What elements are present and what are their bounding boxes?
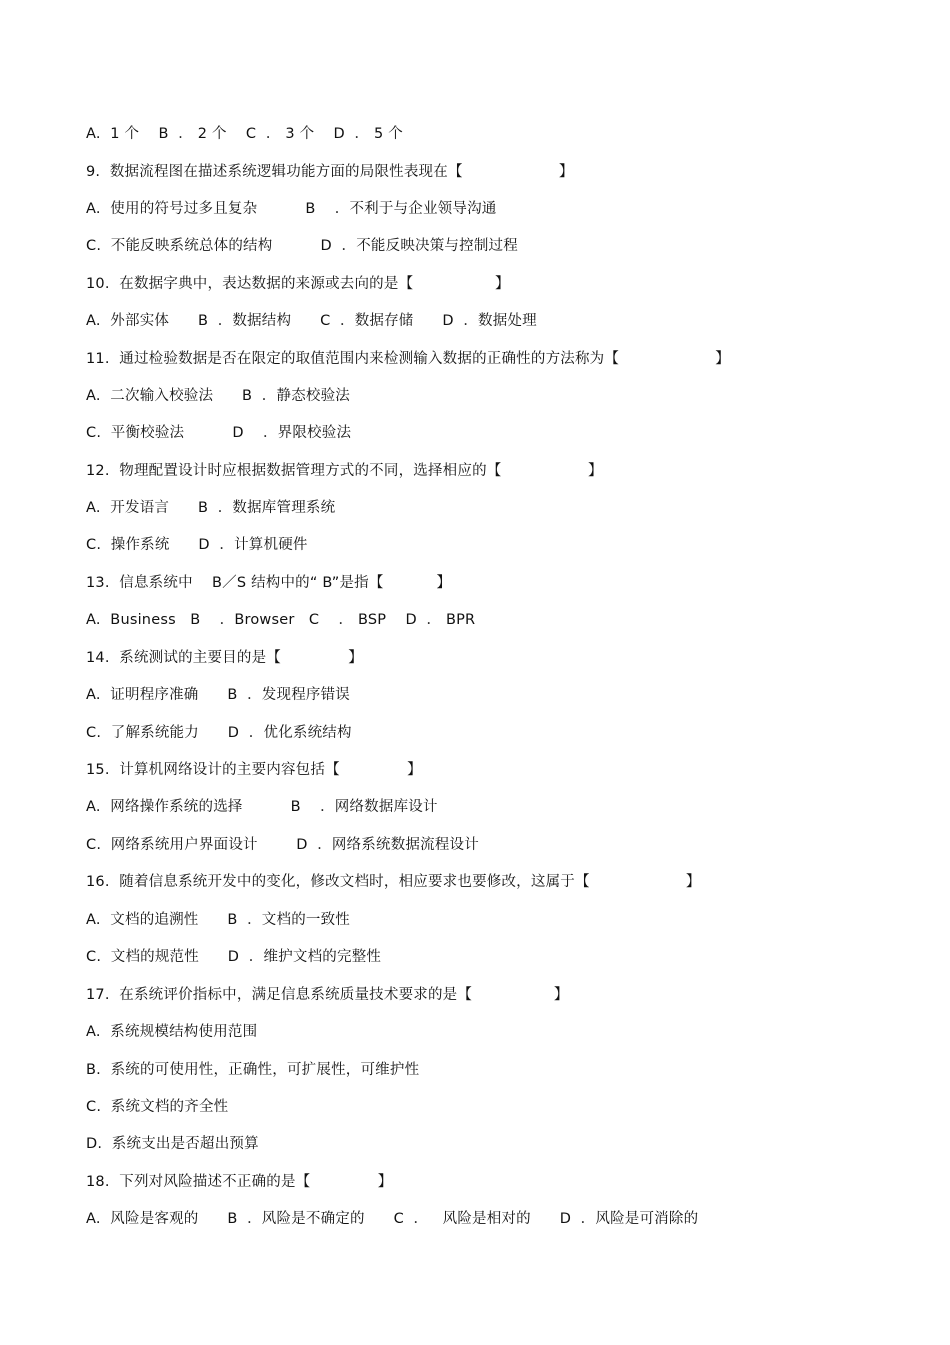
question-14: 14. 系统测试的主要目的是【 】 [86,650,364,666]
question-15: 15. 计算机网络设计的主要内容包括【 】 [86,762,422,778]
option-q17-d: D. 系统支出是否超出预算 [86,1136,259,1152]
option-line-q11-ab: A. 二次输入校验法 B ．静态校验法 [86,388,351,404]
option-line-q12-ab: A. 开发语言 B ．数据库管理系统 [86,500,336,516]
option-line-q10: A. 外部实体 B ．数据结构 C ．数据存储 D ．数据处理 [86,313,537,329]
question-9: 9. 数据流程图在描述系统逻辑功能方面的局限性表现在【 】 [86,164,574,180]
question-10: 10. 在数据字典中，表达数据的来源或去向的是【 】 [86,276,510,292]
option-line-q8: A. 1 个 B ． 2 个 C ． 3 个 D ． 5 个 [86,126,403,142]
option-line-q18: A. 风险是客观的 B ．风险是不确定的 C ． 风险是相对的 D ．风险是可消除的 [86,1211,699,1227]
option-q17-b: B. 系统的可使用性，正确性，可扩展性，可维护性 [86,1062,420,1078]
option-line-q9-ab: A. 使用的符号过多且复杂 B ．不利于与企业领导沟通 [86,201,497,217]
option-line-q14-ab: A. 证明程序准确 B ．发现程序错误 [86,687,351,703]
option-line-q13: A. Business B ．Browser C ． BSP D ． BPR [86,612,476,628]
option-line-q11-cd: C. 平衡校验法 D ．界限校验法 [86,425,352,441]
option-line-q16-cd: C. 文档的规范性 D ．维护文档的完整性 [86,949,382,965]
option-line-q12-cd: C. 操作系统 D ．计算机硬件 [86,537,308,553]
option-q17-a: A. 系统规模结构使用范围 [86,1024,258,1040]
option-line-q9-cd: C. 不能反映系统总体的结构 D ．不能反映决策与控制过程 [86,238,518,254]
option-q17-c: C. 系统文档的齐全性 [86,1099,229,1115]
question-18: 18. 下列对风险描述不正确的是【 】 [86,1174,393,1190]
option-line-q15-cd: C. 网络系统用户界面设计 D ．网络系统数据流程设计 [86,837,479,853]
question-16: 16. 随着信息系统开发中的变化，修改文档时，相应要求也要修改，这属于【 】 [86,874,701,890]
question-13: 13. 信息系统中 B／S 结构中的“ B”是指【 】 [86,575,452,591]
question-12: 12. 物理配置设计时应根据数据管理方式的不同，选择相应的【 】 [86,463,603,479]
question-17: 17. 在系统评价指标中，满足信息系统质量技术要求的是【 】 [86,987,569,1003]
option-line-q14-cd: C. 了解系统能力 D ．优化系统结构 [86,725,352,741]
option-line-q16-ab: A. 文档的追溯性 B ．文档的一致性 [86,912,351,928]
question-11: 11. 通过检验数据是否在限定的取值范围内来检测输入数据的正确性的方法称为【 】 [86,351,730,367]
option-line-q15-ab: A. 网络操作系统的选择 B ．网络数据库设计 [86,799,438,815]
